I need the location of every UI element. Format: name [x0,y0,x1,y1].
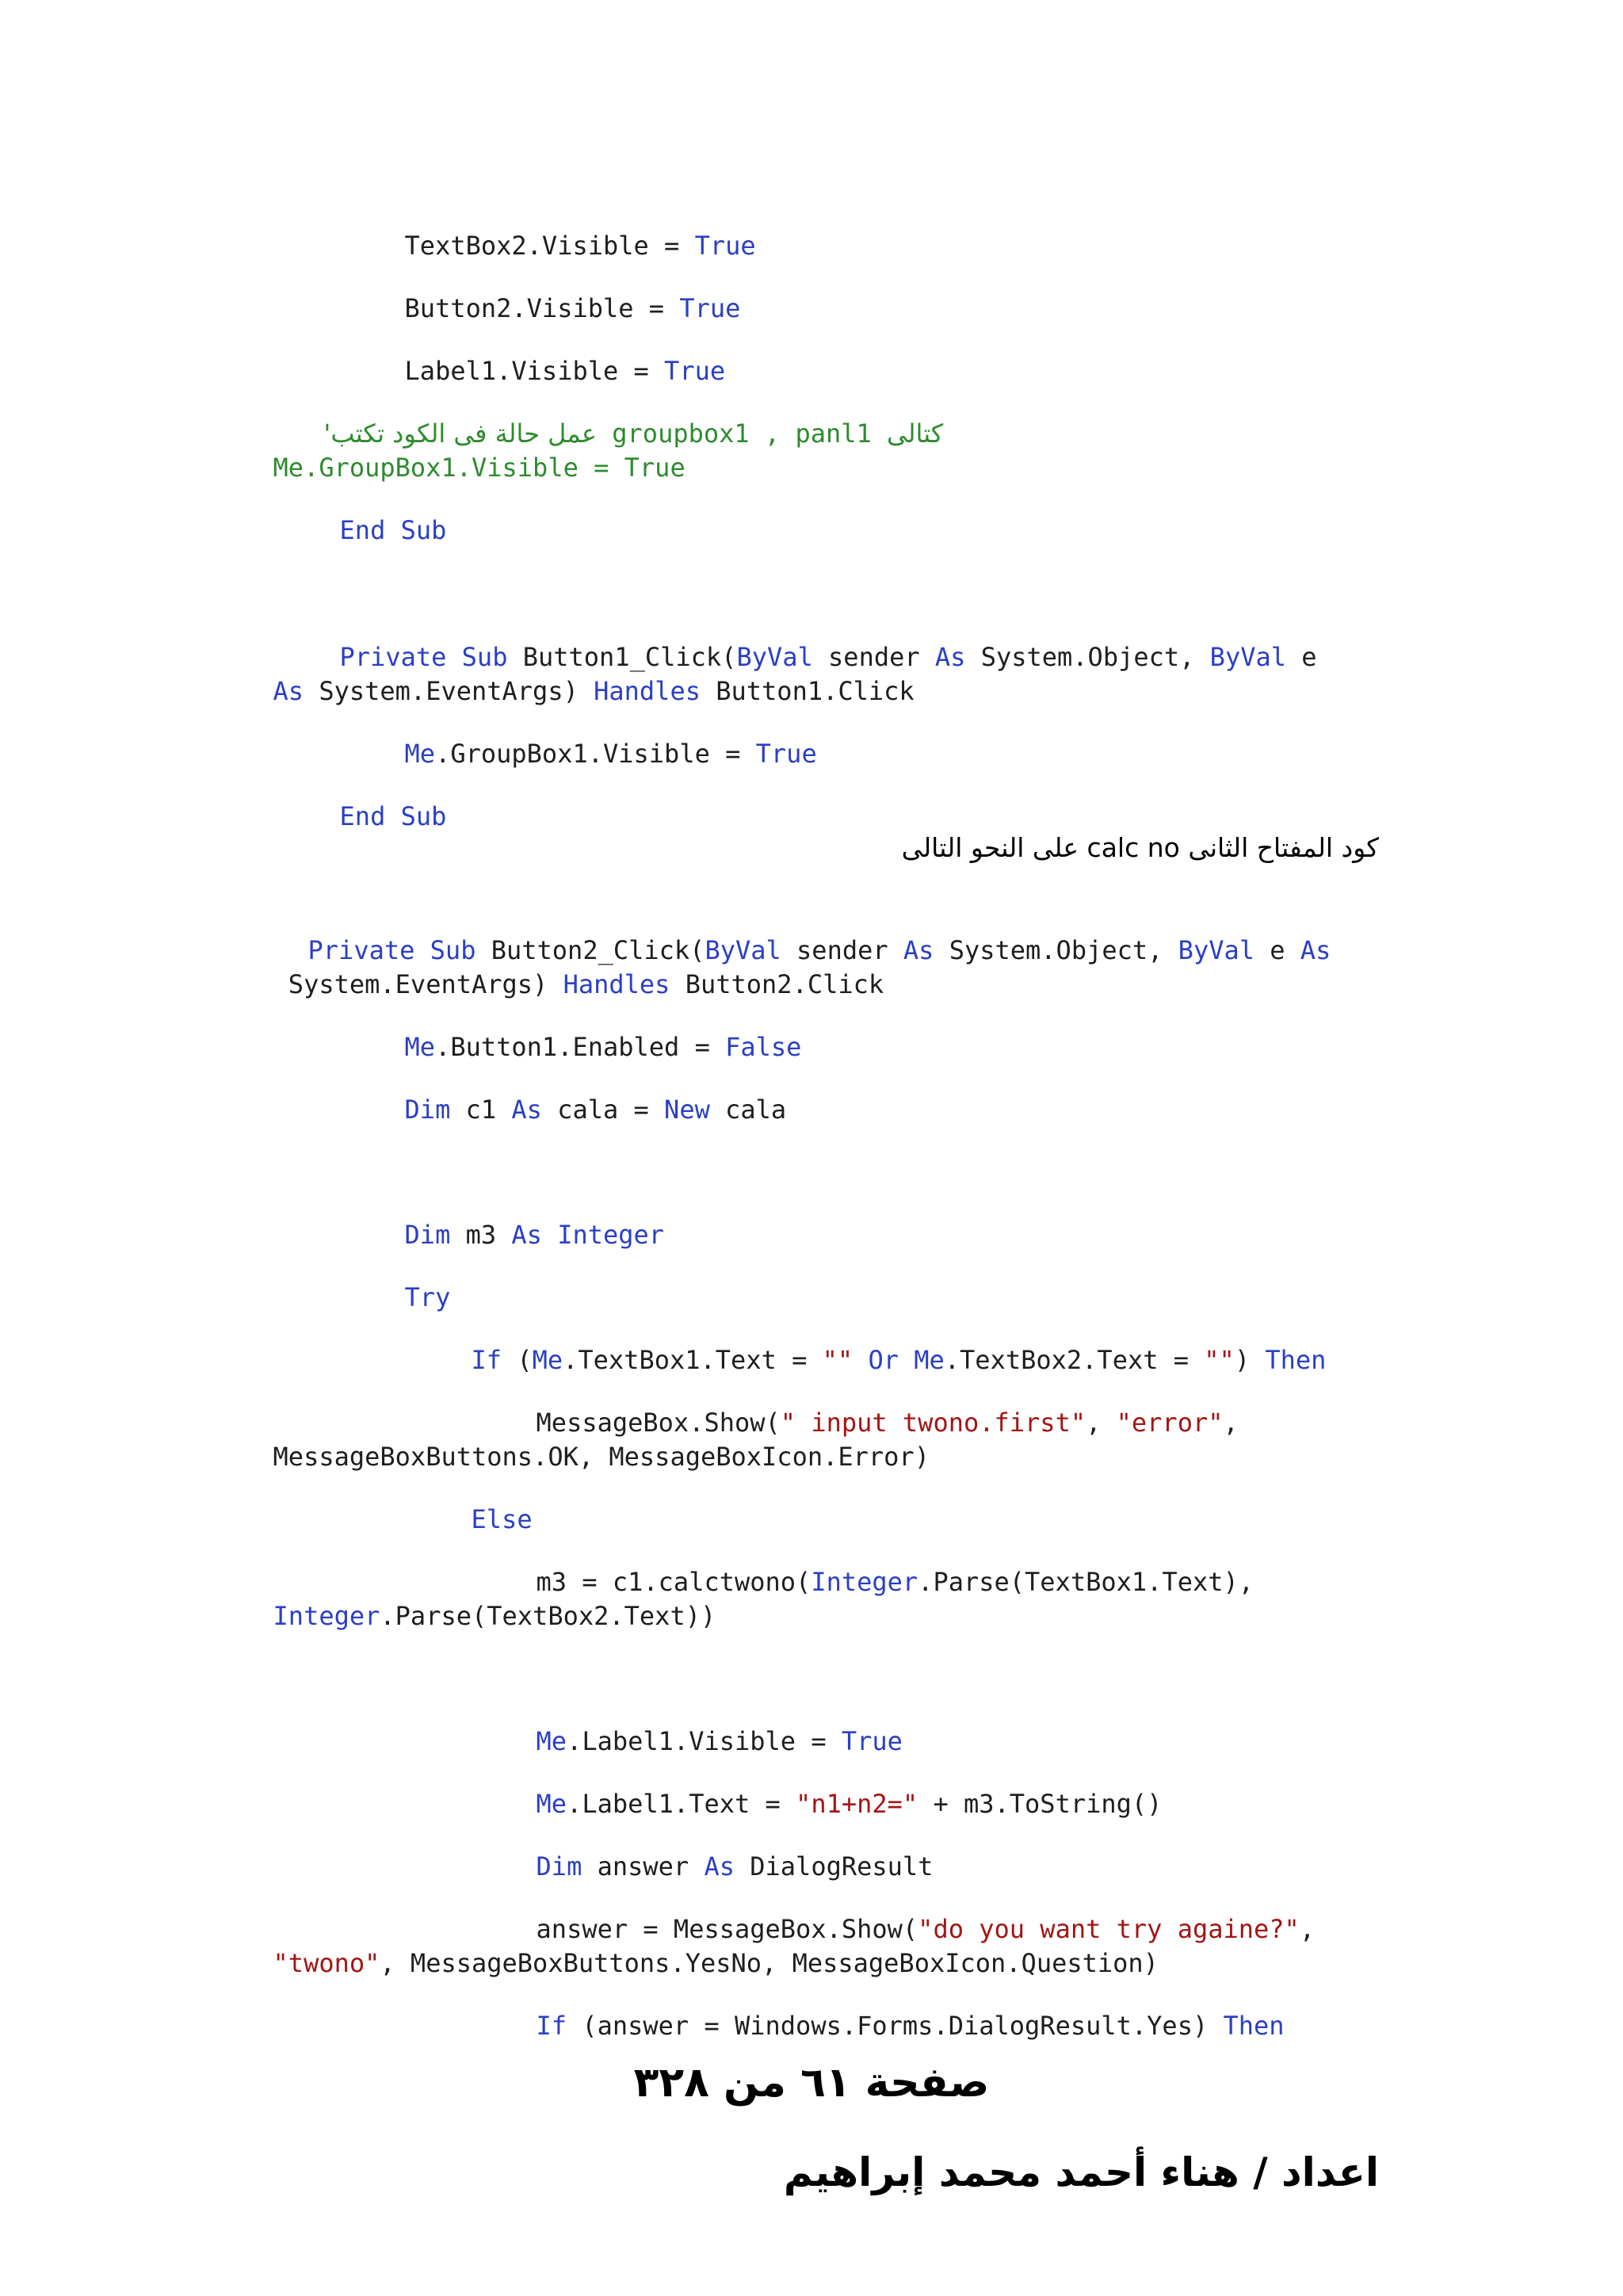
code-line [374,995,1623,1064]
code-line [242,932,1623,1002]
keyword: As [511,1220,542,1250]
code-text: .Button1.Enabled = [435,1032,726,1062]
code-text: , [1223,1408,1239,1438]
code-text: , [1086,1408,1117,1438]
keyword: True [841,1726,903,1756]
code-text: m3 [450,1220,512,1250]
keyword: Or [853,1345,915,1375]
code-text: , [1299,1914,1316,1944]
keyword: Try [404,1282,451,1312]
keyword: ByVal [1178,935,1254,965]
keyword: Private [339,642,447,672]
code-text: c1 [450,1095,512,1125]
keyword: Me [404,1032,436,1062]
keyword: Me [532,1345,563,1375]
comment-text: groupbox1 , panl1 [597,418,888,449]
keyword: Then [1265,1345,1327,1375]
code-text: Button2.Visible = [404,293,680,323]
keyword: Private [307,935,415,965]
code-line [506,1689,1623,1759]
keyword: As [1300,935,1331,965]
keyword: Me [536,1726,567,1756]
keyword: As [704,1851,735,1881]
code-text: .TextBox2.Text = [944,1345,1205,1375]
string: "twono" [273,1948,380,1978]
string: " input twono.first" [780,1408,1086,1438]
string: "" [822,1345,854,1375]
code-text: .Parse(TextBox2.Text)) [380,1601,716,1631]
keyword: End Sub [339,801,447,831]
keyword: ByVal [1209,642,1286,672]
code-text: .Label1.Visible = [567,1726,842,1756]
code-text: Button1.Click [700,676,915,706]
keyword: True [694,231,756,261]
keyword: As [511,1095,542,1125]
code-line [374,1182,1623,1252]
code-text: .GroupBox1.Visible = [435,739,756,769]
code-text: sender [812,642,935,672]
keyword: As [273,676,304,706]
code-line [309,478,1623,548]
code-line [374,1057,1623,1127]
code-line [374,701,1623,771]
keyword: If [471,1345,502,1375]
code-text: DialogResult [734,1851,934,1881]
comment-arabic: 'عمل حالة فى الكود تكتب [323,418,597,449]
code-text: System.Object, [965,642,1210,672]
keyword: Me [914,1345,945,1375]
code-text: e [1286,642,1317,672]
code-line [441,1467,1623,1537]
keyword: Me [404,739,436,769]
keyword: As [934,642,966,672]
string: "n1+n2=" [796,1789,918,1819]
author-credit: اعداد / هناء أحمد محمد إبراهيم [783,2149,1379,2195]
code-text: answer [582,1851,705,1881]
string: "" [1204,1345,1235,1375]
code-text: System.EventArgs) [273,969,563,999]
code-text: Button1_Click( [507,642,737,672]
code-line [242,1911,1623,1981]
code-line [242,1404,1623,1474]
page-number: صفحة ٦١ من ٣٢٨ [633,2059,990,2107]
code-line [242,1564,1623,1633]
keyword: False [725,1032,802,1062]
code-text: System.Object, [934,935,1178,965]
code-line [374,256,1623,326]
code-line [374,1245,1623,1315]
keyword: Dim [404,1095,451,1125]
code-text: ( [502,1345,533,1375]
keyword: True [679,293,741,323]
keyword: End Sub [339,515,447,545]
keyword: Else [471,1504,533,1534]
code-line [506,1973,1623,2043]
code-text: TextBox2.Visible = [404,231,695,261]
keyword: Dim [536,1851,582,1881]
code-text: , MessageBoxButtons.YesNo, MessageBoxIcon.Question) [380,1948,1159,1978]
keyword: ByVal [705,935,781,965]
keyword: New [664,1095,710,1125]
keyword: Dim [404,1220,451,1250]
keyword: Me [536,1789,567,1819]
keyword: Sub [461,642,508,672]
code-text: e [1254,935,1285,965]
code-line [441,1308,1623,1377]
code-text: answer = MessageBox.Show( [536,1914,918,1944]
keyword: If [536,2011,567,2041]
code-line [374,193,1623,263]
code-text: m3 = c1.calctwono( [536,1567,812,1597]
code-text: ) [1234,1345,1266,1375]
code-line [374,319,1623,388]
code-text: .Label1.Text = [567,1789,796,1819]
code-text: Button2_Click( [475,935,705,965]
code-text: .Parse(TextBox1.Text), [918,1567,1254,1597]
code-text: cala = [541,1095,665,1125]
string: "error" [1116,1408,1224,1438]
code-text: System.EventArgs) [304,676,594,706]
comment-arabic-2: كتالى [887,418,944,449]
code-text: .TextBox1.Text = [563,1345,823,1375]
keyword: True [755,739,817,769]
code-line [242,639,1623,709]
comment-text: Me.GroupBox1.Visible = True [273,453,685,483]
code-text: + m3.ToString() [918,1789,1163,1819]
code-text: sender [781,935,903,965]
code-line [506,1752,1623,1821]
keyword: ByVal [736,642,813,672]
keyword: Handles [594,676,701,706]
code-text: MessageBox.Show( [536,1408,781,1438]
code-text: Label1.Visible = [404,356,665,386]
code-line [242,415,1623,485]
keyword: Integer [273,1601,380,1631]
keyword: True [664,356,726,386]
code-line [506,1814,1623,1884]
keyword: Sub [430,935,476,965]
keyword: Integer [557,1220,665,1250]
keyword: Integer [811,1567,918,1597]
keyword: Then [1223,2011,1285,2041]
code-text: Button2.Click [670,969,884,999]
code-text: (answer = Windows.Forms.DialogResult.Yes) [567,2011,1224,2041]
keyword: Handles [563,969,670,999]
code-text: MessageBoxButtons.OK, MessageBoxIcon.Error) [273,1442,930,1472]
keyword: As [903,935,934,965]
section-heading: كود المفتاح الثانى calc no على النحو التالى [901,832,1379,863]
code-line [309,764,1623,834]
code-text: cala [709,1095,787,1125]
string: "do you want try againe?" [918,1914,1300,1944]
